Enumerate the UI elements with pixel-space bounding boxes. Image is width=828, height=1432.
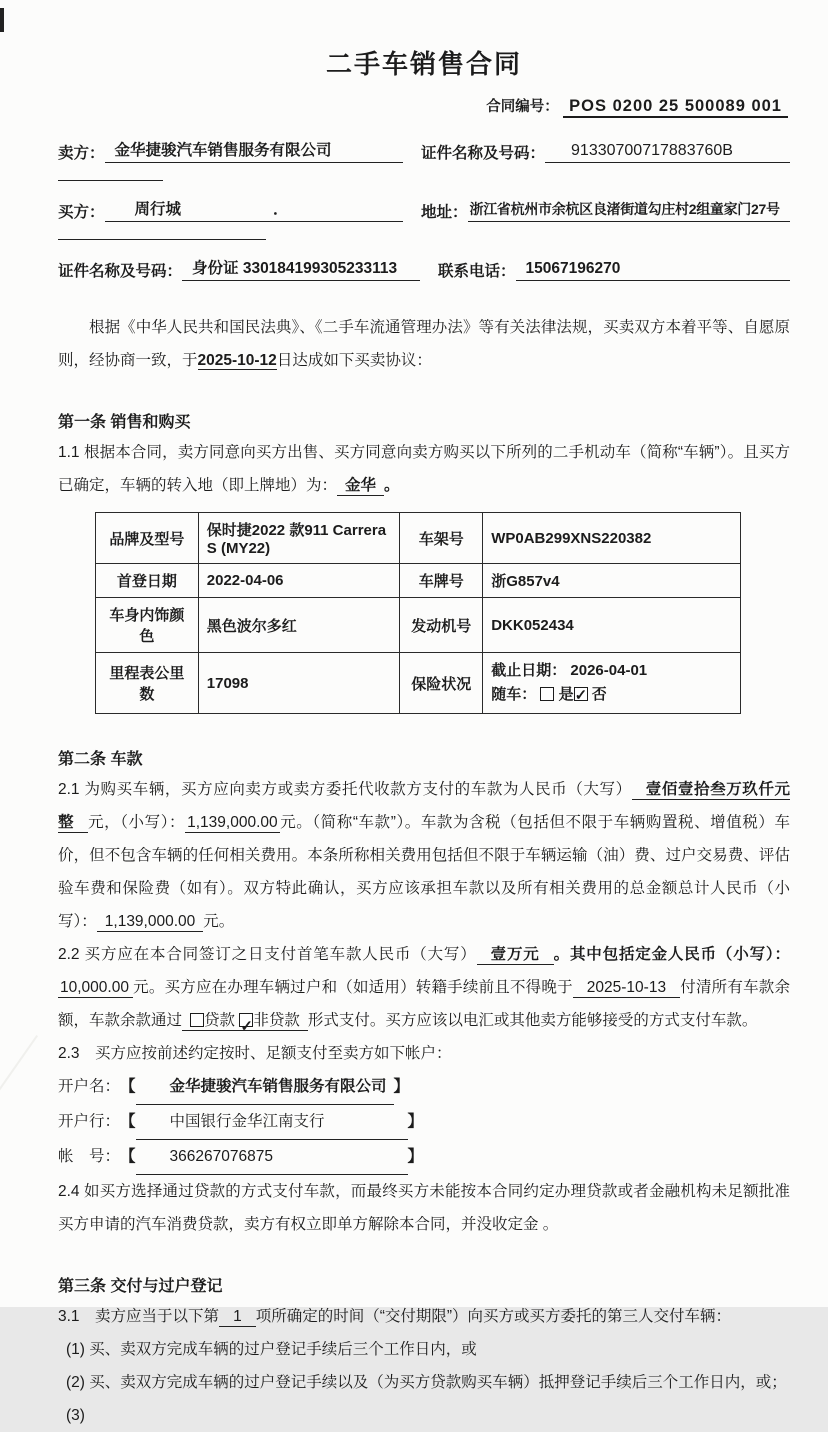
no-loan-option-label: 非贷款	[253, 1012, 300, 1029]
delivery-item-3: (3)	[66, 1407, 85, 1424]
delivery-item-1: (1) 买、卖双方完成车辆的过户登记手续后三个工作日内，或	[66, 1341, 477, 1358]
vehicle-info-table	[95, 512, 741, 714]
clause-3-1	[58, 1300, 790, 1333]
account-number-field: 366267076875	[136, 1140, 408, 1175]
account-name-field: 金华捷骏汽车销售服务有限公司	[136, 1070, 394, 1105]
engine-value-cell: DKK052434	[483, 598, 741, 653]
preamble-text-1: 根据《中华人民共和国民法典》、《二手车流通管理办法》等有关法律法规，买卖双方本着平等、自愿原则，经协商一致，于	[58, 319, 790, 369]
first-reg-value-cell: 2022-04-06	[198, 564, 400, 598]
clause-2-1	[58, 773, 790, 938]
insurance-value-cell	[483, 653, 741, 714]
brand-label-cell: 品牌及型号	[96, 513, 199, 564]
contract-number-value: POS 0200 25 500089 001	[563, 97, 788, 118]
insurance-no-checkbox-checked	[574, 687, 588, 701]
clause-2-2-text-1: 2.2 买方应在本合同签订之日支付首笔车款人民币（大写）	[58, 946, 477, 963]
loan-checkbox-unchecked	[190, 1013, 204, 1027]
total-numeric-field: 1,139,000.00	[97, 913, 204, 932]
clause-2-2	[58, 938, 790, 1037]
clause-2-3: 2.3 买方应按前述约定按时、足额支付至卖方如下帐户：	[58, 1045, 452, 1062]
color-value-cell: 黑色波尔多红	[198, 598, 400, 653]
bracket-open: 【	[120, 1148, 136, 1165]
article1-heading: 第一条 销售和购买	[58, 414, 191, 431]
preamble-text-2: 日达成如下买卖协议：	[276, 352, 432, 369]
first-payment-capital-field: 壹万元	[477, 946, 554, 965]
first-reg-label-cell: 首登日期	[96, 564, 199, 598]
insurance-yes-label: 是	[558, 686, 574, 703]
insurance-with-car-line	[491, 683, 732, 707]
clause-2-2-text-3: 付清所有车款余额，车款余款通过	[58, 979, 790, 1029]
buyer-label: 买方：	[58, 204, 105, 221]
agreement-date: 2025-10-12	[197, 352, 277, 369]
no-loan-checkbox-checked	[239, 1013, 253, 1027]
bracket-close: 】	[407, 1148, 424, 1165]
buyer-name-dot: ．	[273, 201, 289, 218]
payment-method-field	[182, 1012, 308, 1031]
bank-field: 中国银行金华江南支行	[136, 1105, 408, 1140]
clause-2-2-period: 。	[553, 946, 570, 963]
engine-label-cell: 发动机号	[400, 598, 483, 653]
contract-number-label: 合同编号：	[486, 99, 559, 115]
contract-number-line	[58, 95, 790, 116]
buyer-id-field: 身份证 330184199305233113	[182, 256, 420, 281]
deposit-label-text: 其中包括定金人民币（小写）：	[569, 946, 790, 963]
clause-2-2-text-2: 元。买方应在办理车辆过户和（如适用）转籍手续前且不得晚于	[132, 979, 573, 996]
seller-id-field: 91330700717883760B	[545, 142, 790, 163]
buyer-field-continuation-line	[58, 224, 266, 240]
clause-1-1	[58, 436, 790, 502]
transfer-place-field: 金华	[337, 477, 384, 496]
insurance-yes-checkbox-unchecked	[540, 687, 554, 701]
clause-3-1-text-1: 3.1 卖方应当于以下第	[58, 1308, 220, 1325]
insurance-expiry-line	[491, 659, 732, 683]
article3-heading: 第三条 交付与过户登记	[58, 1278, 223, 1295]
vin-value-cell: WP0AB299XNS220382	[483, 513, 741, 564]
phone-label: 联系电话：	[438, 263, 516, 280]
buyer-id-row	[58, 256, 790, 281]
insurance-expiry-value: 2026-04-01	[570, 662, 648, 679]
bank-label: 开户行：	[58, 1113, 121, 1130]
account-name-label: 开户名：	[58, 1078, 121, 1095]
account-number-line	[58, 1140, 790, 1175]
table-row	[96, 564, 741, 598]
payoff-deadline-field: 2025-10-13	[573, 979, 680, 998]
buyer-name: 周行城	[134, 201, 182, 218]
plate-label-cell: 车牌号	[400, 564, 483, 598]
seller-label: 卖方：	[58, 145, 105, 162]
seller-row	[58, 138, 790, 163]
price-capital-field: 壹佰壹拾叁万玖仟元整	[58, 781, 790, 831]
clause-2-4: 2.4 如买方选择通过贷款的方式支付车款，而最终买方未能按本合同约定办理贷款或者金融机构未足额批准买方申请的汽车消费贷款，卖方有权立即单方解除本合同，并没收定金 。	[58, 1183, 790, 1233]
insurance-no-label: 否	[591, 686, 607, 703]
mileage-label-cell: 里程表公里数	[96, 653, 199, 714]
price-numeric-field: 1,139,000.00	[187, 814, 278, 831]
delivery-option-field: 1	[219, 1308, 256, 1327]
table-row	[96, 653, 741, 714]
insurance-with-car-label: 随车：	[491, 686, 537, 703]
bracket-open: 【	[120, 1113, 136, 1130]
insurance-expiry-label: 截止日期：	[491, 662, 567, 679]
brand-value-cell: 保时捷2022 款911 Carrera S (MY22)	[198, 513, 400, 564]
address-field: 浙江省杭州市余杭区良渚街道勾庄村2组童家门27号	[468, 199, 790, 222]
table-row	[96, 513, 741, 564]
plate-value-cell: 浙G857v4	[483, 564, 741, 598]
buyer-row	[58, 197, 790, 222]
clause-2-2-text-4: 形式支付。买方应该以电汇或其他卖方能够接受的方式支付车款。	[307, 1012, 758, 1029]
seller-id-label: 证件名称及号码：	[421, 145, 546, 162]
bracket-open: 【	[120, 1078, 136, 1095]
deposit-numeric-field: 10,000.00	[58, 979, 133, 998]
address-label: 地址：	[421, 204, 468, 221]
clause-1-1-text: 1.1 根据本合同，卖方同意向买方出售、买方同意向卖方购买以下所列的二手机动车（简称“车辆”）。且买方已确定，车辆的转入地（即上牌地）为：	[58, 444, 790, 494]
phone-field: 15067196270	[516, 260, 790, 281]
vin-label-cell: 车架号	[400, 513, 483, 564]
clause-1-1-period: 。	[384, 477, 400, 494]
loan-option-label: 贷款	[204, 1012, 236, 1029]
seller-name-field: 金华捷骏汽车销售服务有限公司	[105, 138, 403, 163]
bank-line	[58, 1105, 790, 1140]
account-name-line	[58, 1070, 790, 1105]
article2-heading: 第二条 车款	[58, 751, 143, 768]
scan-edge-artifact	[0, 8, 4, 32]
bracket-close: 】	[407, 1113, 424, 1130]
seller-field-continuation-line	[58, 165, 163, 181]
delivery-item-2: (2) 买、卖双方完成车辆的过户登记手续以及（为买方贷款购买车辆）抵押登记手续后三个工作日内，或；	[66, 1374, 787, 1391]
buyer-name-field	[105, 197, 403, 222]
clause-2-1-text-1: 2.1 为购买车辆，买方应向卖方或卖方委托代收款方支付的车款为人民币（大写）	[58, 781, 632, 798]
bracket-close: 】	[393, 1078, 410, 1095]
preamble-paragraph	[58, 311, 790, 377]
clause-3-1-text-2: 项所确定的时间（“交付期限”）向买方或买方委托的第三人交付车辆：	[255, 1308, 732, 1325]
table-row	[96, 598, 741, 653]
insurance-label-cell: 保险状况	[400, 653, 483, 714]
color-label-cell: 车身内饰颜色	[96, 598, 199, 653]
buyer-id-label: 证件名称及号码：	[58, 263, 183, 280]
account-number-label: 帐 号：	[58, 1148, 121, 1165]
clause-2-1-text-2: 元，（小写）：	[88, 814, 186, 831]
document-title: 二手车销售合同	[325, 49, 522, 79]
clause-2-1-text-3: 元。（简称“车款”）。车款为含税（包括但不限于车辆购置税、增值税）车价，但不包含车辆的任何相关费用。本条所称相关费用包括但不限于车辆运输（油）费、过户交易费、评估验车费和保险费（如有）。双方特此确认，买方应该承担车款以及所有相关费用的总金额总计人民币（小写）：	[58, 814, 790, 930]
clause-2-1-text-4: 元。	[203, 913, 235, 930]
mileage-value-cell: 17098	[198, 653, 400, 714]
